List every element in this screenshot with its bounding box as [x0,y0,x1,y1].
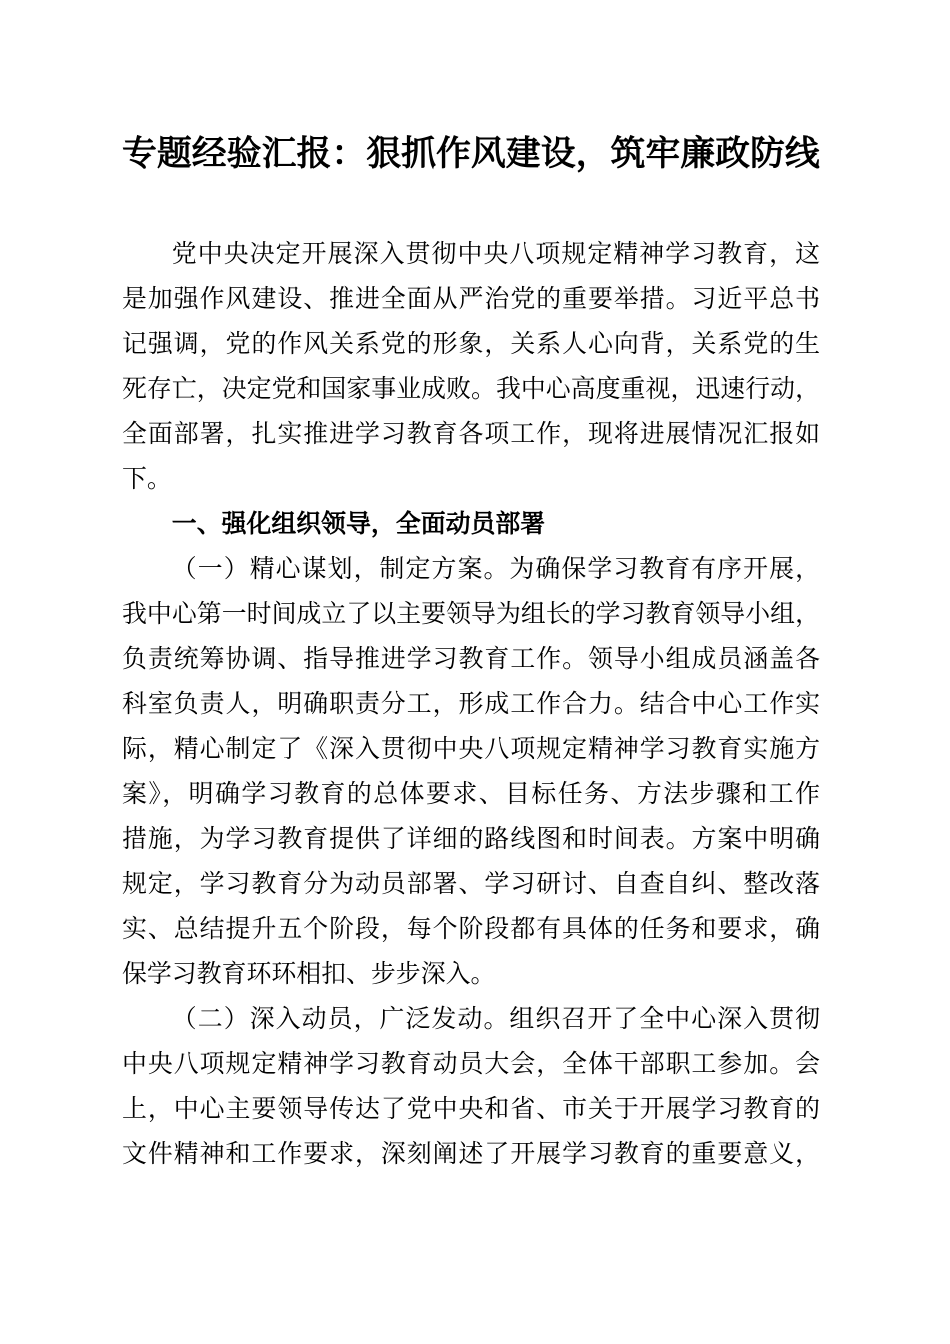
text-line: 死存亡，决定党和国家事业成败。我中心高度重视，迅速行动， [122,376,820,403]
document-title: 专题经验汇报：狠抓作风建设，筑牢廉政防线 [122,134,820,173]
text-line: 上，中心主要领导传达了党中央和省、市关于开展学习教育的 [122,1096,820,1123]
text-line: 记强调，党的作风关系党的形象，关系人心向背，关系党的生 [122,331,820,358]
text-line: 措施，为学习教育提供了详细的路线图和时间表。方案中明确 [122,826,820,853]
text-line: 际，精心制定了《深入贯彻中央八项规定精神学习教育实施方 [122,736,820,763]
text-line [122,997,820,1042]
text-line: 实、总结提升五个阶段，每个阶段都有具体的任务和要求，确 [122,916,820,943]
text-line: 科室负责人，明确职责分工，形成工作合力。结合中心工作实 [122,691,820,718]
text-line: 下。 [122,466,172,493]
paragraph-lead: （二）深入动员，广泛发动。 [171,1006,510,1033]
paragraph-lead-rest: 组织召开了全中心深入贯彻 [509,1006,820,1033]
text-line: 案》，明确学习教育的总体要求、目标任务、方法步骤和工作 [122,781,820,808]
text-line [122,547,820,592]
section-heading-1: 一、强化组织领导，全面动员部署 [171,510,546,538]
paragraph-two [122,997,820,1177]
text-line: 全面部署，扎实推进学习教育各项工作，现将进展情况汇报如 [122,421,820,448]
paragraph-one [122,547,820,997]
text-line: 我中心第一时间成立了以主要领导为组长的学习教育领导小组， [122,601,820,628]
text-line: 保学习教育环环相扣、步步深入。 [122,961,496,988]
document-content [122,0,820,1177]
text-line: 是加强作风建设、推进全面从严治党的重要举措。习近平总书 [122,286,820,313]
text-line: 中央八项规定精神学习教育动员大会，全体干部职工参加。会 [122,1051,820,1078]
intro-paragraph [122,232,820,502]
text-line: 党中央决定开展深入贯彻中央八项规定精神学习教育，这 [171,241,820,268]
paragraph-lead-rest: 为确保学习教育有序开展， [509,556,820,583]
text-line: 文件精神和工作要求，深刻阐述了开展学习教育的重要意义， [122,1141,820,1168]
text-line: 规定，学习教育分为动员部署、学习研讨、自查自纠、整改落 [122,871,820,898]
paragraph-lead: （一）精心谋划，制定方案。 [171,556,510,583]
text-line: 负责统筹协调、指导推进学习教育工作。领导小组成员涵盖各 [122,646,820,673]
